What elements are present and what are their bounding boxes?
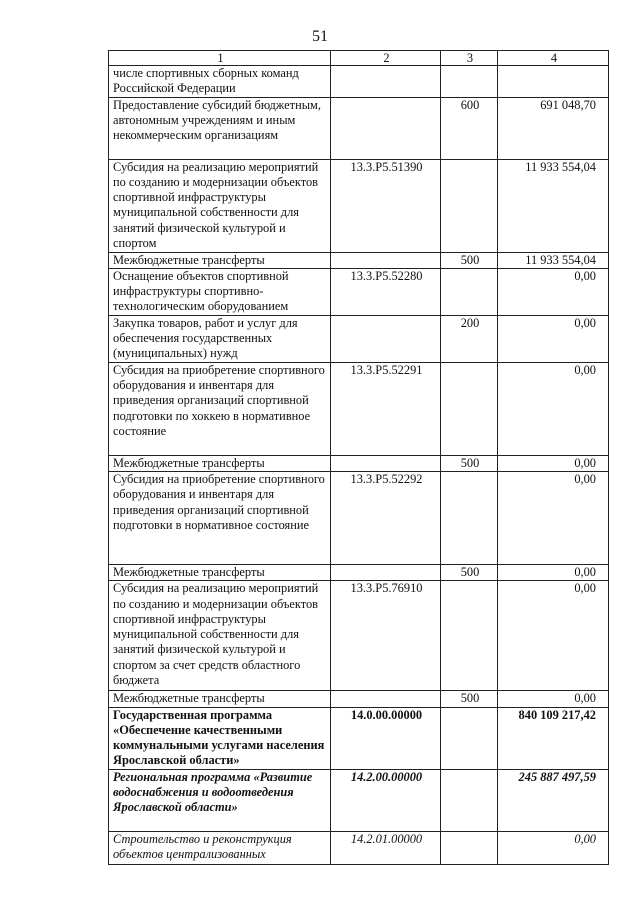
table-row: [109, 362, 609, 455]
row-code-cell: 13.3.P5.52292: [331, 471, 441, 564]
budget-table: [108, 50, 609, 865]
row-name-cell: Субсидия на приобретение спортивного оборудования и инвентаря для приведения организаций спортивной подготовки в нормативное состояние: [109, 471, 331, 564]
header-col-3: 3: [441, 51, 498, 66]
row-amount-cell: 0,00: [498, 691, 609, 707]
table-row: [109, 455, 609, 471]
row-name-cell: Государственная программа «Обеспечение качественными коммунальными услугами населения Ярославской области»: [109, 707, 331, 769]
row-name-cell: Межбюджетные трансферты: [109, 691, 331, 707]
row-amount-cell: 0,00: [498, 564, 609, 580]
row-amount-cell: 0,00: [498, 581, 609, 691]
row-amount-cell: 0,00: [498, 315, 609, 362]
row-name-cell: Межбюджетные трансферты: [109, 455, 331, 471]
row-name-cell: Субсидия на реализацию мероприятий по созданию и модернизации объектов спортивной инфраструктуры муниципальной собственности для занятий физической культурой и спортом: [109, 159, 331, 252]
row-amount-cell: 0,00: [498, 362, 609, 455]
row-name-cell: Закупка товаров, работ и услуг для обеспечения государственных (муниципальных) нужд: [109, 315, 331, 362]
row-amount-cell: 0,00: [498, 471, 609, 564]
row-kvr-cell: [441, 707, 498, 769]
row-kvr-cell: 500: [441, 252, 498, 268]
row-amount-cell: 11 933 554,04: [498, 252, 609, 268]
row-name-cell: Субсидия на приобретение спортивного оборудования и инвентаря для приведения организаций спортивной подготовки по хоккею в нормативное состояние: [109, 362, 331, 455]
table-row: [109, 315, 609, 362]
row-kvr-cell: 600: [441, 97, 498, 159]
row-amount-cell: 0,00: [498, 455, 609, 471]
header-col-2: 2: [331, 51, 441, 66]
table-row: [109, 66, 609, 98]
row-code-cell: [331, 564, 441, 580]
row-amount-cell: 245 887 497,59: [498, 769, 609, 831]
row-amount-cell: 840 109 217,42: [498, 707, 609, 769]
table-row: [109, 564, 609, 580]
row-code-cell: 13.3.P5.51390: [331, 159, 441, 252]
row-kvr-cell: [441, 268, 498, 315]
table-row: [109, 707, 609, 769]
row-kvr-cell: 500: [441, 455, 498, 471]
row-code-cell: 13.3.P5.52280: [331, 268, 441, 315]
row-code-cell: [331, 252, 441, 268]
row-kvr-cell: 500: [441, 691, 498, 707]
row-code-cell: [331, 66, 441, 98]
table-row: [109, 471, 609, 564]
table-row: [109, 769, 609, 831]
row-amount-cell: 0,00: [498, 268, 609, 315]
row-code-cell: [331, 691, 441, 707]
header-col-4: 4: [498, 51, 609, 66]
table-row: [109, 159, 609, 252]
row-amount-cell: 0,00: [498, 831, 609, 864]
row-kvr-cell: [441, 471, 498, 564]
row-kvr-cell: [441, 831, 498, 864]
table-row: [109, 252, 609, 268]
row-code-cell: 14.0.00.00000: [331, 707, 441, 769]
row-name-cell: числе спортивных сборных команд Российской Федерации: [109, 66, 331, 98]
row-code-cell: [331, 455, 441, 471]
row-name-cell: Межбюджетные трансферты: [109, 252, 331, 268]
row-kvr-cell: [441, 159, 498, 252]
row-code-cell: 13.3.P5.76910: [331, 581, 441, 691]
row-code-cell: 13.3.P5.52291: [331, 362, 441, 455]
row-name-cell: Строительство и реконструкция объектов централизованных: [109, 831, 331, 864]
row-name-cell: Межбюджетные трансферты: [109, 564, 331, 580]
row-name-cell: Региональная программа «Развитие водоснабжения и водоотведения Ярославской области»: [109, 769, 331, 831]
row-amount-cell: [498, 66, 609, 98]
row-code-cell: [331, 97, 441, 159]
row-kvr-cell: [441, 769, 498, 831]
row-amount-cell: 11 933 554,04: [498, 159, 609, 252]
row-code-cell: 14.2.00.00000: [331, 769, 441, 831]
table-row: [109, 691, 609, 707]
table-row: [109, 268, 609, 315]
row-code-cell: 14.2.01.00000: [331, 831, 441, 864]
row-code-cell: [331, 315, 441, 362]
row-name-cell: Субсидия на реализацию мероприятий по созданию и модернизации объектов спортивной инфраструктуры муниципальной собственности для занятий физической культурой и спортом за счет средств областного бюджета: [109, 581, 331, 691]
row-amount-cell: 691 048,70: [498, 97, 609, 159]
table-row: [109, 97, 609, 159]
table-row: [109, 831, 609, 864]
row-name-cell: Оснащение объектов спортивной инфраструктуры спортивно-технологическим оборудованием: [109, 268, 331, 315]
row-name-cell: Предоставление субсидий бюджетным, автономным учреждениям и иным некоммерческим организациям: [109, 97, 331, 159]
table-row: [109, 581, 609, 691]
row-kvr-cell: 200: [441, 315, 498, 362]
row-kvr-cell: 500: [441, 564, 498, 580]
row-kvr-cell: [441, 66, 498, 98]
row-kvr-cell: [441, 362, 498, 455]
table-header-row: [109, 51, 609, 66]
row-kvr-cell: [441, 581, 498, 691]
page-number: 51: [312, 28, 328, 45]
header-col-1: 1: [109, 51, 331, 66]
